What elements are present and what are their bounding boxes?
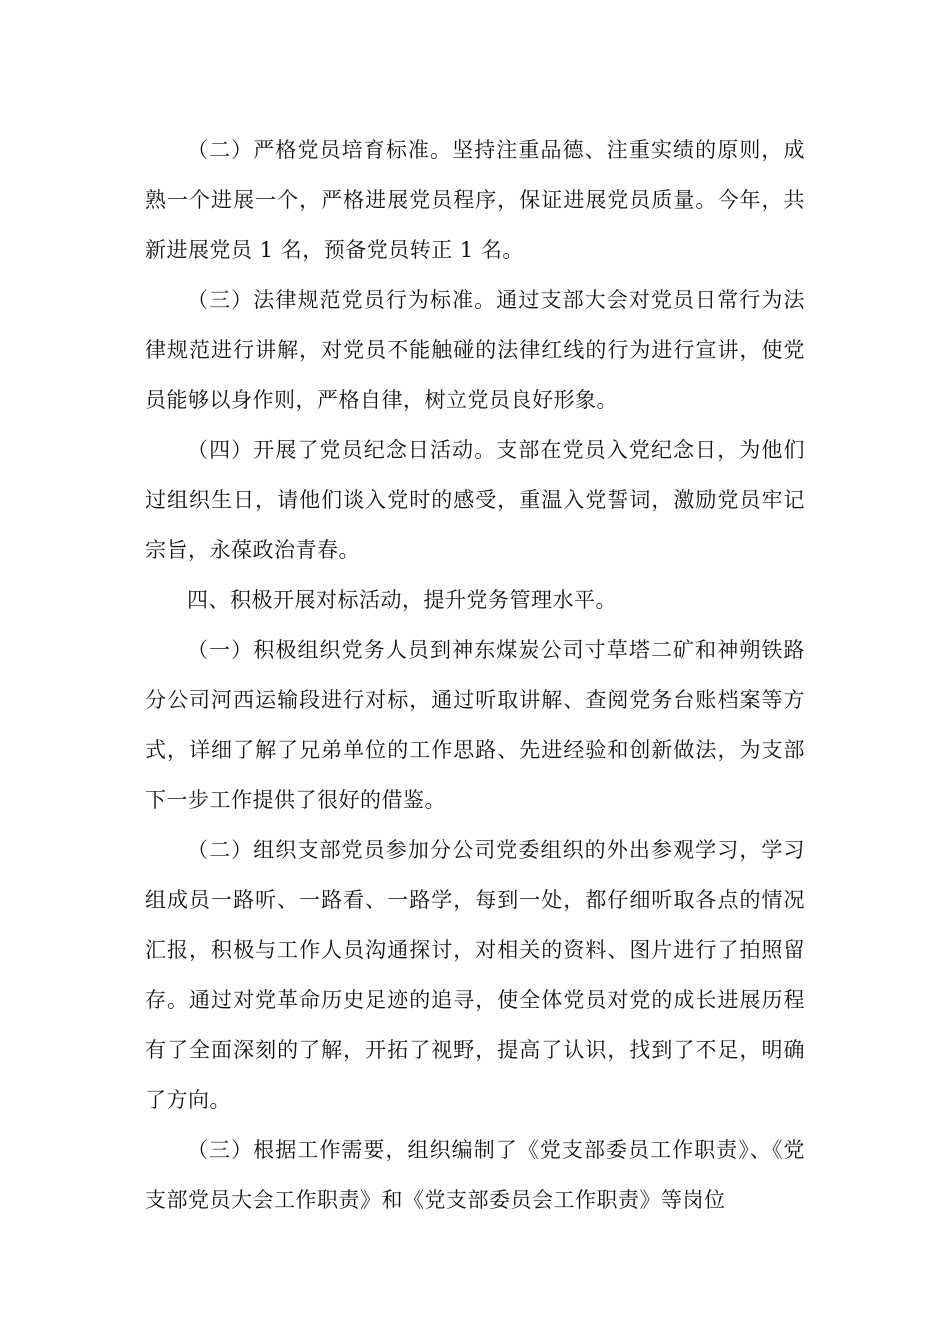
paragraph-conduct-standard: （三）法律规范党员行为标准。通过支部大会对党员日常行为法律规范进行讲解，对党员不能触碰的法律红线的行为进行宣讲，使党员能够以身作则，严格自律，树立党员良好形象。 bbox=[145, 288, 805, 412]
document-body bbox=[145, 125, 805, 1225]
paragraph-job-responsibilities: （三）根据工作需要，组织编制了《党支部委员工作职责》、《党支部党员大会工作职责》和《党支部委员会工作职责》等岗位 bbox=[145, 1138, 805, 1212]
paragraph-benchmark-visit: （一）积极组织党务人员到神东煤炭公司寸草塔二矿和神朔铁路分公司河西运输段进行对标，通过听取讲解、查阅党务台账档案等方式，详细了解了兄弟单位的工作思路、先进经验和创新做法，为支部下一步工作提供了很好的借鉴。 bbox=[145, 638, 805, 812]
section-heading-benchmarking: 四、积极开展对标活动，提升党务管理水平。 bbox=[187, 588, 617, 612]
paragraph-anniversary-activity: （四）开展了党员纪念日活动。支部在党员入党纪念日，为他们过组织生日，请他们谈入党时的感受，重温入党誓词，激励党员牢记宗旨，永葆政治青春。 bbox=[145, 438, 805, 562]
paragraph-study-tour: （二）组织支部党员参加分公司党委组织的外出参观学习，学习组成员一路听、一路看、一路学，每到一处，都仔细听取各点的情况汇报，积极与工作人员沟通探讨，对相关的资料、图片进行了拍照留存。通过对党革命历史足迹的追寻，使全体党员对党的成长进展历程有了全面深刻的了解，开拓了视野，提高了认识，找到了不足，明确了方向。 bbox=[145, 838, 805, 1112]
paragraph-cultivation-standard: （二）严格党员培育标准。坚持注重品德、注重实绩的原则，成熟一个进展一个，严格进展党员程序，保证进展党员质量。今年，共新进展党员 1 名，预备党员转正 1 名。 bbox=[145, 138, 805, 262]
